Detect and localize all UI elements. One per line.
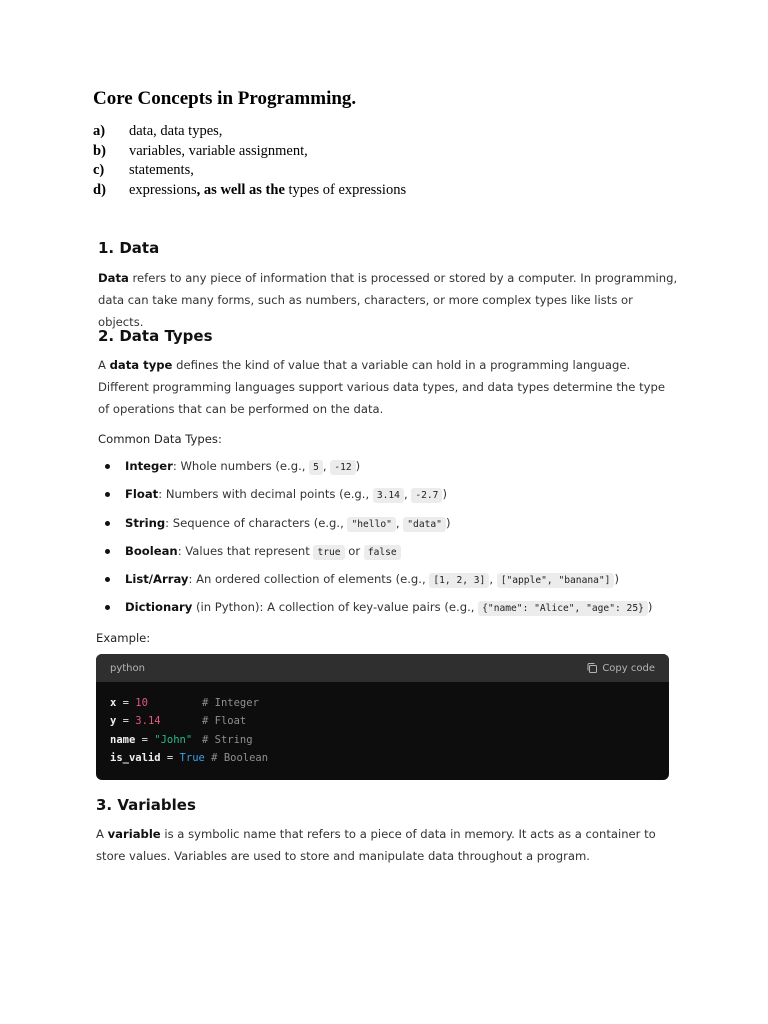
data-types-paragraph bbox=[98, 354, 678, 420]
code-comment: # Integer bbox=[202, 697, 259, 709]
topic-label: b) bbox=[93, 142, 106, 159]
code-comment: # Boolean bbox=[211, 751, 269, 764]
code-var: is_valid bbox=[110, 751, 161, 764]
example-label: Example: bbox=[96, 631, 151, 645]
code-line bbox=[110, 731, 655, 749]
section-heading-data-types: 2. Data Types bbox=[98, 327, 213, 345]
code-op: = bbox=[135, 733, 155, 746]
copy-code-label: Copy code bbox=[602, 662, 655, 674]
inline-code: ["apple", "banana"] bbox=[497, 573, 615, 588]
topic-text: variables, variable assignment, bbox=[129, 142, 308, 159]
bullet-dot bbox=[105, 605, 110, 610]
code-var: y bbox=[110, 715, 117, 728]
topic-item bbox=[93, 122, 406, 142]
common-data-types-label: Common Data Types: bbox=[98, 432, 222, 446]
list-text: : Sequence of characters (e.g., bbox=[165, 515, 348, 530]
code-op: = bbox=[116, 697, 136, 709]
list-end: ) bbox=[355, 459, 361, 473]
code-block-header bbox=[96, 654, 669, 682]
list-item bbox=[104, 596, 652, 624]
list-item: Float: Numbers with decimal points (e.g., 3.14 , -2.7 ) bbox=[104, 483, 652, 511]
topic-list bbox=[93, 122, 406, 201]
variables-pre: A bbox=[96, 827, 108, 841]
topic-text: data, data types, bbox=[129, 123, 223, 139]
bullet-dot bbox=[105, 521, 110, 526]
code-value: True bbox=[179, 751, 205, 764]
code-value: 3.14 bbox=[135, 715, 161, 728]
bullet-dot bbox=[105, 464, 110, 469]
inline-code: -2.7 bbox=[411, 488, 442, 503]
data-types-body: defines the kind of value that a variable can hold in a programming language. Different programming languages support various data types, and data types determine the type of operations that can be performed on the data. bbox=[98, 358, 665, 416]
data-types-list bbox=[104, 455, 652, 625]
list-term: Integer bbox=[125, 459, 173, 473]
topic-item bbox=[93, 161, 406, 181]
topic-label: d) bbox=[93, 182, 106, 199]
topic-text: expressions bbox=[129, 182, 197, 199]
topic-text: types of expressions bbox=[284, 182, 407, 199]
code-line bbox=[110, 712, 655, 730]
list-item: Integer: Whole numbers (e.g., 5 , -12 ) bbox=[104, 455, 652, 483]
topic-label: c) bbox=[93, 162, 105, 179]
topic-item bbox=[93, 142, 406, 162]
list-term: Boolean bbox=[125, 543, 178, 558]
section-heading-data: 1. Data bbox=[98, 239, 160, 257]
bullet-dot bbox=[105, 549, 110, 554]
list-term: Dictionary bbox=[125, 600, 193, 615]
inline-code: [1, 2, 3] bbox=[429, 573, 489, 588]
list-term: Float bbox=[125, 487, 159, 502]
list-end: ) bbox=[442, 487, 447, 502]
list-text-pre: (in Python) bbox=[192, 600, 260, 615]
inline-code: true bbox=[313, 545, 344, 560]
list-end: ) bbox=[647, 600, 653, 615]
term-data: Data bbox=[98, 271, 129, 285]
topic-text-bold: , as well as the bbox=[196, 182, 285, 199]
list-end: ) bbox=[445, 515, 451, 530]
inline-code: -12 bbox=[330, 460, 355, 475]
topic-text: statements, bbox=[129, 162, 194, 179]
code-language-label: python bbox=[110, 662, 145, 674]
list-joiner: or bbox=[344, 543, 364, 558]
list-text: : Values that represent bbox=[177, 543, 314, 558]
inline-code: {"name": "Alice", "age": 25} bbox=[478, 601, 648, 616]
code-op: = bbox=[160, 751, 180, 764]
topic-label: a) bbox=[93, 123, 106, 139]
section-heading-variables: 3. Variables bbox=[96, 796, 196, 814]
list-text: : An ordered collection of elements (e.g., bbox=[188, 572, 430, 587]
code-value: "John" bbox=[154, 733, 193, 746]
code-comment: # Float bbox=[202, 715, 247, 728]
data-paragraph bbox=[98, 267, 678, 333]
inline-code: false bbox=[364, 545, 401, 560]
topic-item bbox=[93, 181, 406, 201]
term-variable: variable bbox=[107, 827, 161, 841]
bullet-dot bbox=[105, 577, 110, 582]
inline-code: 5 bbox=[309, 460, 323, 475]
list-text: : Numbers with decimal points (e.g., bbox=[158, 487, 373, 502]
list-item bbox=[104, 540, 652, 568]
code-comment: # String bbox=[202, 733, 253, 746]
copy-icon bbox=[586, 662, 598, 674]
code-line bbox=[110, 694, 655, 712]
list-end: ) bbox=[614, 572, 619, 587]
code-var: x bbox=[110, 697, 117, 709]
code-body bbox=[96, 682, 669, 779]
code-value: 10 bbox=[135, 697, 148, 709]
code-var: name bbox=[110, 733, 136, 746]
variables-body: is a symbolic name that refers to a piece of data in memory. It acts as a container to store values. Variables are used to store and manipulate data throughout a program. bbox=[96, 827, 656, 863]
bullet-dot bbox=[105, 492, 110, 497]
code-block bbox=[96, 654, 669, 780]
document-title: Core Concepts in Programming. bbox=[93, 88, 357, 109]
copy-code-button[interactable] bbox=[586, 662, 655, 674]
code-line bbox=[110, 749, 655, 767]
data-types-pre: A bbox=[98, 358, 110, 372]
code-op: = bbox=[116, 715, 136, 728]
inline-code: "hello" bbox=[347, 517, 395, 532]
list-text: : Whole numbers (e.g., bbox=[172, 459, 310, 473]
list-text: : A collection of key-value pairs (e.g., bbox=[259, 600, 479, 615]
list-item: String: Sequence of characters (e.g., "hello" , "data" ) bbox=[104, 512, 652, 540]
inline-code: 3.14 bbox=[373, 488, 404, 503]
inline-code: "data" bbox=[403, 517, 446, 532]
variables-paragraph bbox=[96, 823, 676, 867]
list-term: String bbox=[125, 515, 166, 530]
data-body: refers to any piece of information that is processed or stored by a computer. In programming, data can take many forms, such as numbers, characters, or more complex types like lists or objects. bbox=[98, 271, 678, 329]
term-data-type: data type bbox=[109, 358, 173, 372]
list-term: List/Array bbox=[125, 572, 189, 587]
list-item: List/Array: An ordered collection of elements (e.g., [1, 2, 3] , ["apple", "banana"] ) bbox=[104, 568, 652, 596]
